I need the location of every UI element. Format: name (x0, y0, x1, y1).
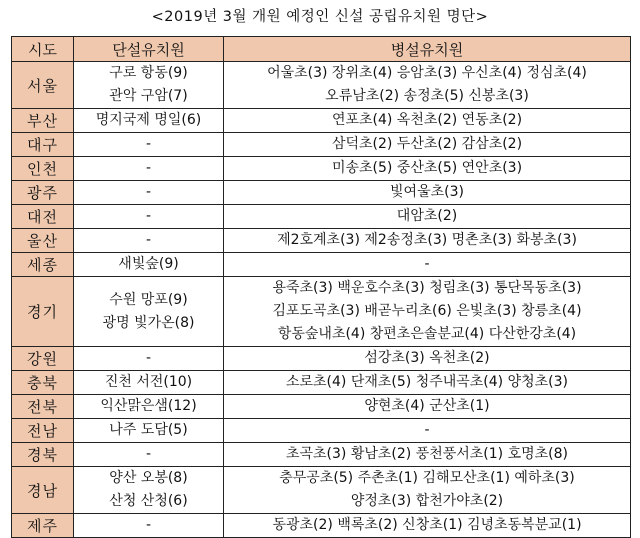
standalone-cell (74, 419, 224, 443)
table-row (12, 395, 631, 419)
region-cell: 광주 (12, 181, 74, 205)
table-row (12, 109, 631, 133)
standalone-cell (74, 347, 224, 371)
standalone-entry: 수원 망포(9) (109, 291, 188, 308)
attached-entry: 용죽초(3) 백운호수초(3) 청림초(3) 통단목동초(3) (272, 280, 582, 296)
table-row (12, 133, 631, 157)
attached-cell (224, 133, 631, 157)
table-row (12, 277, 631, 347)
standalone-entry: - (145, 208, 152, 224)
attached-cell (224, 205, 631, 229)
attached-entry: 제2호계초(3) 제2송정초(3) 명촌초(3) 화봉초(3) (277, 232, 577, 248)
standalone-cell (74, 62, 224, 109)
attached-cell (224, 395, 631, 419)
region-cell: 강원 (12, 347, 74, 371)
table-body (12, 62, 631, 538)
region-cell: 인천 (12, 157, 74, 181)
attached-cell (224, 277, 631, 347)
standalone-cell (74, 371, 224, 395)
standalone-entry: 관악 구암(7) (109, 88, 188, 104)
standalone-entry: - (145, 184, 152, 200)
table-row (12, 467, 631, 514)
header-attached: 병설유치원 (224, 37, 631, 62)
region-cell: 경기 (12, 277, 74, 347)
region-cell: 전북 (12, 395, 74, 419)
attached-cell (224, 419, 631, 443)
table-row (12, 443, 631, 467)
attached-entry: 충무공초(5) 주촌초(1) 김해모산초(1) 예하초(3) (279, 470, 575, 486)
standalone-entry: - (145, 446, 152, 462)
standalone-entry: - (145, 350, 152, 366)
attached-cell (224, 181, 631, 205)
attached-cell (224, 467, 631, 514)
attached-cell (224, 371, 631, 395)
standalone-entry: - (145, 517, 152, 533)
standalone-cell (74, 157, 224, 181)
attached-entry: 연포초(4) 옥천초(2) 연동초(2) (331, 112, 523, 128)
attached-cell (224, 157, 631, 181)
table-row (12, 419, 631, 443)
standalone-entry: 양산 오봉(8) (109, 470, 188, 486)
standalone-entry: 광명 빛가온(8) (102, 314, 195, 331)
standalone-cell (74, 205, 224, 229)
standalone-cell (74, 443, 224, 467)
table-row (12, 253, 631, 277)
attached-entry: 어울초(3) 장위초(4) 응암초(3) 우신초(4) 정심초(4) (267, 65, 587, 81)
attached-cell (224, 229, 631, 253)
attached-entry: 미송초(5) 중산초(5) 연안초(3) (331, 160, 523, 176)
attached-entry: 빛여울초(3) (390, 184, 464, 200)
attached-entry: 소로초(4) 단재초(5) 청주내곡초(4) 양청초(3) (285, 374, 568, 390)
region-cell: 세종 (12, 253, 74, 277)
region-cell: 서울 (12, 62, 74, 109)
region-cell: 전남 (12, 419, 74, 443)
attached-cell (224, 347, 631, 371)
region-cell: 경북 (12, 443, 74, 467)
standalone-entry: 익산맑은샘(12) (100, 398, 197, 414)
attached-entry: 삼덕초(2) 두산초(2) 감삼초(2) (331, 136, 523, 152)
header-row (12, 37, 631, 62)
standalone-entry: - (145, 136, 152, 152)
attached-cell (224, 62, 631, 109)
standalone-entry: 새빛숲(9) (118, 256, 179, 272)
attached-entry: 동광초(2) 백록초(2) 신창초(1) 김녕초동복분교(1) (272, 517, 582, 533)
standalone-entry: - (145, 232, 152, 248)
attached-cell (224, 253, 631, 277)
table-row (12, 181, 631, 205)
table-row (12, 157, 631, 181)
standalone-cell (74, 253, 224, 277)
standalone-entry: 명지국제 명일(6) (95, 112, 202, 128)
standalone-cell (74, 467, 224, 514)
attached-entry: 항동숲내초(4) 창편초은솔분교(4) 다산한강초(4) (277, 326, 577, 342)
standalone-cell (74, 181, 224, 205)
attached-entry: 김포도곡초(3) 배곧누리초(6) 은빛초(3) 창릉초(4) (272, 303, 582, 319)
table-row (12, 229, 631, 253)
standalone-entry: 구로 항동(9) (109, 65, 188, 81)
standalone-entry: - (145, 160, 152, 176)
standalone-entry: 나주 도담(5) (109, 422, 188, 438)
standalone-entry: 산청 산청(6) (109, 493, 188, 509)
attached-entry: 오류남초(2) 송정초(5) 신봉초(3) (325, 88, 529, 104)
table-row (12, 371, 631, 395)
attached-entry: 양현초(4) 군산초(1) (364, 398, 490, 414)
standalone-cell (74, 229, 224, 253)
region-cell: 울산 (12, 229, 74, 253)
header-standalone: 단설유치원 (74, 37, 224, 62)
attached-entry: 대암초(2) (396, 208, 458, 224)
region-cell: 경남 (12, 467, 74, 514)
region-cell: 제주 (12, 514, 74, 538)
kindergarten-table (11, 36, 631, 538)
standalone-cell (74, 109, 224, 133)
attached-entry: - (424, 422, 430, 438)
region-cell: 대구 (12, 133, 74, 157)
region-cell: 부산 (12, 109, 74, 133)
standalone-cell (74, 133, 224, 157)
attached-cell (224, 443, 631, 467)
table-row (12, 62, 631, 109)
table-row (12, 347, 631, 371)
region-cell: 대전 (12, 205, 74, 229)
attached-cell (224, 109, 631, 133)
attached-entry: 초곡초(3) 황남초(2) 풍천풍서초(1) 호명초(8) (285, 446, 568, 462)
attached-entry: 섬강초(3) 옥천초(2) (364, 350, 490, 366)
standalone-cell (74, 395, 224, 419)
region-cell: 충북 (12, 371, 74, 395)
standalone-cell (74, 277, 224, 347)
attached-entry: - (424, 256, 430, 272)
header-region: 시도 (12, 37, 74, 62)
standalone-entry: 진천 서전(10) (104, 374, 193, 390)
attached-entry: 양정초(3) 합천가야초(2) (350, 493, 504, 509)
table-row (12, 205, 631, 229)
page-title: <2019년 3월 개원 예정인 신설 공립유치원 명단> (151, 9, 489, 25)
